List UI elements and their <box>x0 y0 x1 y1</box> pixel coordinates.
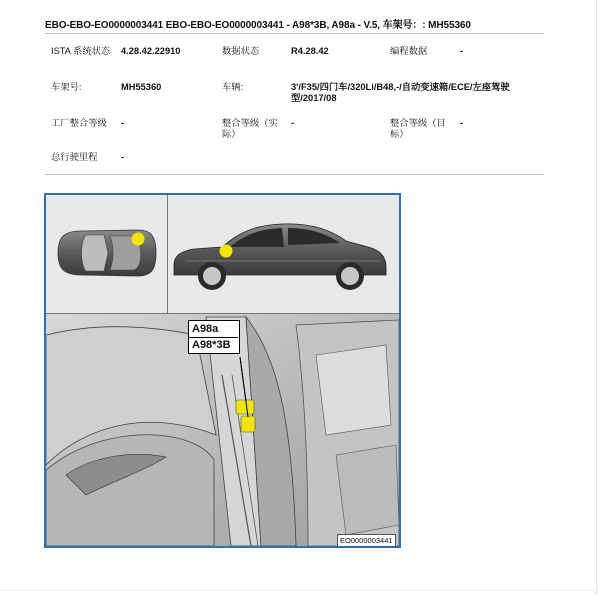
data-status-label: 数据状态 <box>222 46 260 56</box>
info-divider <box>45 174 544 175</box>
data-status-value: R4.28.42 <box>291 46 329 56</box>
ista-status-label: ISTA 系统状态 <box>51 46 111 56</box>
vin-label: 车架号: <box>51 82 82 92</box>
figure-code: EO0000003441 <box>337 534 396 547</box>
vehicle-label: 车辆: <box>222 82 244 92</box>
factory-integration-level-label: 工厂整合等级 <box>51 118 107 128</box>
page-edge <box>596 0 597 595</box>
vin-value: MH55360 <box>121 82 162 92</box>
header-divider <box>45 33 544 34</box>
integration-level-actual-label: 整合等级（实际） <box>222 118 278 139</box>
ista-status-value: 4.28.42.22910 <box>121 46 181 56</box>
factory-integration-level-value: - <box>121 118 125 128</box>
connector-a98a-marker <box>236 400 254 414</box>
total-mileage-value: - <box>121 152 125 162</box>
programming-data-label: 编程数据 <box>390 46 428 56</box>
top-view-location-marker <box>132 233 145 246</box>
integration-level-target-label: 整合等级（目标） <box>390 118 446 139</box>
total-mileage-label: 总行驶里程 <box>51 152 98 162</box>
programming-data-value: - <box>460 46 464 56</box>
integration-level-target-value: - <box>460 118 464 128</box>
label-divider <box>189 337 238 338</box>
page-edge-bottom <box>0 590 597 591</box>
vehicle-value: 3'/F35/四门车/320Li/B48,-/自动变速箱/ECE/左座驾驶型/2017/08 <box>291 82 510 103</box>
component-location-illustration <box>46 195 399 546</box>
location-figure <box>44 193 401 548</box>
side-view-location-marker <box>220 245 233 258</box>
integration-level-actual-value: - <box>291 118 295 128</box>
connector-label-a98a: A98a <box>192 323 219 335</box>
connector-a98-3b-marker <box>241 416 255 432</box>
connector-label-a98-3b: A98*3B <box>192 339 231 351</box>
connector-label-box <box>188 320 240 354</box>
document-title: EBO-EBO-EO0000003441 EBO-EBO-EO0000003441 - A98*3B, A98a - V.5, 车架号：: MH55360 <box>45 20 471 31</box>
